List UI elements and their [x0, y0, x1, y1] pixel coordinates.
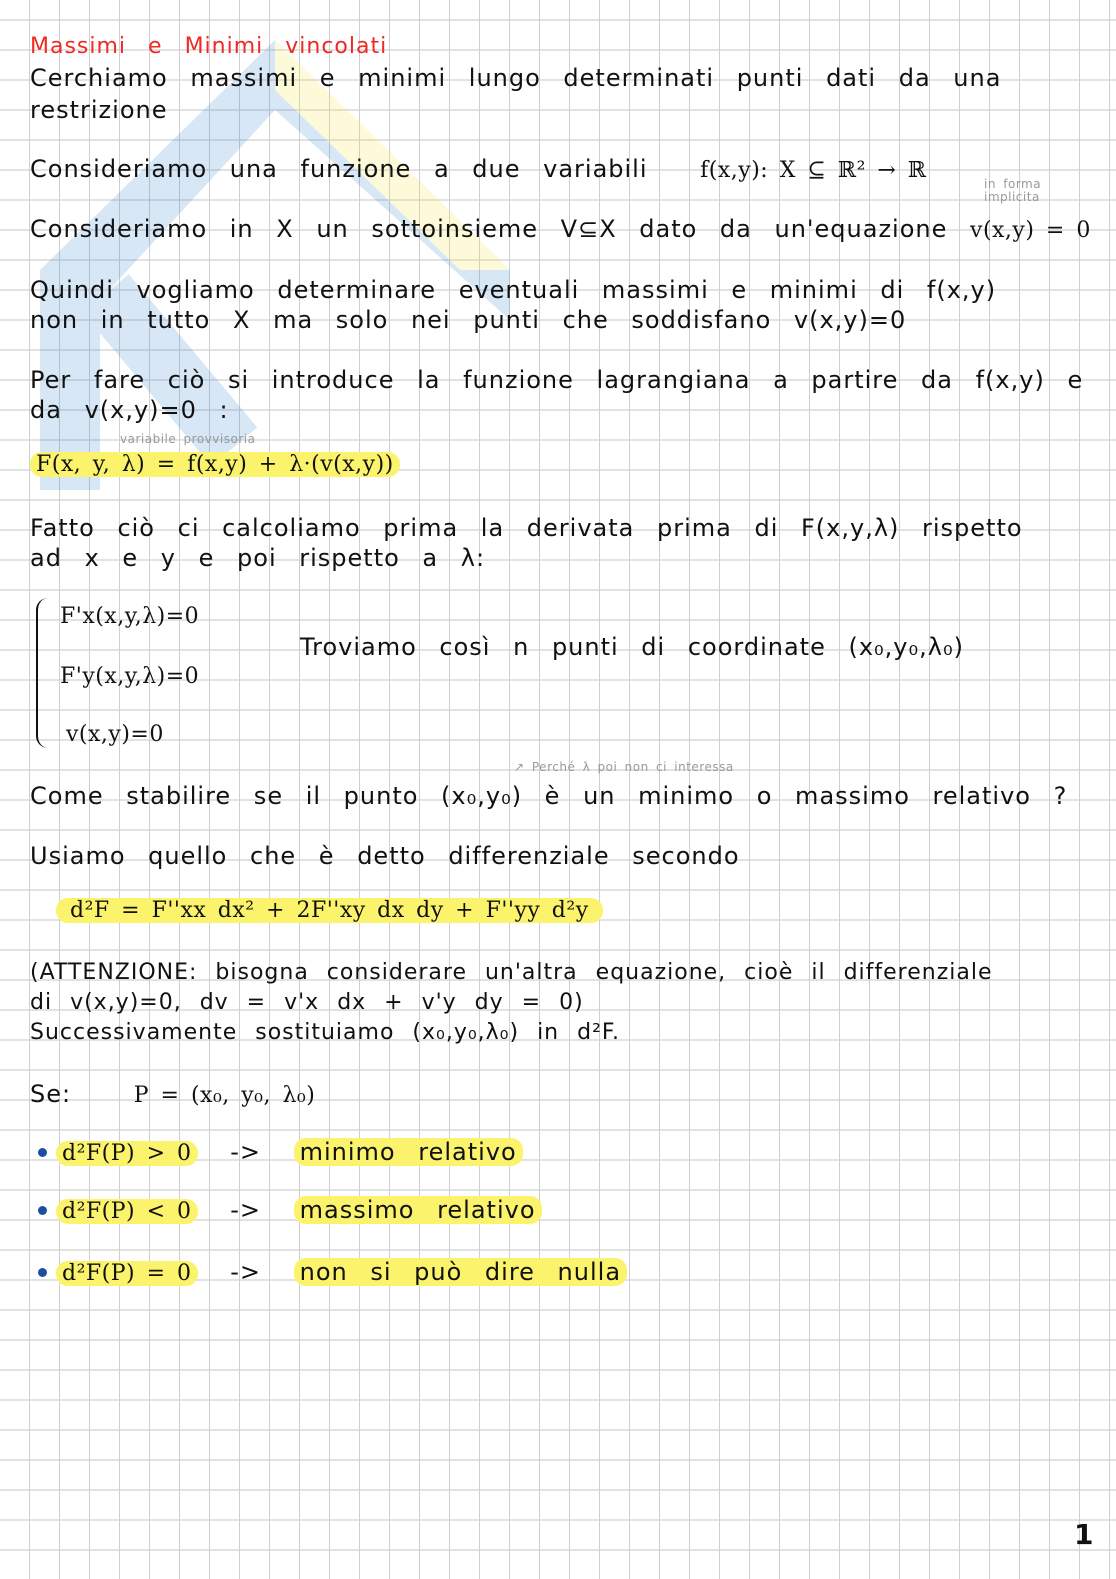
- page-title: Massimi e Minimi vincolati: [30, 34, 388, 59]
- case-result: non si può dire nulla: [294, 1258, 627, 1286]
- arrow-icon: ->: [230, 1258, 261, 1286]
- case-item: [56, 1196, 542, 1224]
- lagrangian-intro-line-2: da v(x,y)=0 :: [30, 396, 229, 424]
- case-condition: d²F(P) = 0: [56, 1261, 198, 1286]
- lagrangian-formula: [30, 452, 400, 477]
- intro-line-1: Cerchiamo massimi e minimi lungo determinati punti dati da una: [30, 64, 1002, 92]
- bullet-icon: [38, 1148, 47, 1157]
- attention-line-1: (ATTENZIONE: bisogna considerare un'altra equazione, cioè il differenziale: [30, 960, 993, 985]
- consider-subset-text: [30, 215, 1091, 243]
- goal-line-2: non in tutto X ma solo nei punti che soddisfano v(x,y)=0: [30, 306, 907, 334]
- arrow-icon: ->: [230, 1196, 261, 1224]
- provisional-variable-annotation: variabile provvisoria: [120, 432, 256, 446]
- case-result: minimo relativo: [294, 1138, 523, 1166]
- case-item: [56, 1258, 627, 1286]
- implicit-form-annotation: in forma implicita: [984, 177, 1042, 204]
- lagrangian-formula-highlight: F(x, y, λ) = f(x,y) + λ·(v(x,y)): [30, 452, 400, 477]
- case-result: massimo relativo: [294, 1196, 542, 1224]
- consider-function-text: [30, 155, 927, 183]
- consider-subset-label: Consideriamo in X un sottoinsieme V⊆X dato da un'equazione: [30, 215, 948, 243]
- constraint-formula: v(x,y) = 0: [970, 218, 1091, 243]
- second-diff-text: Usiamo quello che è detto differenziale secondo: [30, 842, 740, 870]
- cases-intro-label: Se:: [30, 1080, 72, 1108]
- lambda-annotation-text: Perché λ poi non ci interessa: [531, 760, 734, 774]
- intro-line-2: restrizione: [30, 96, 168, 124]
- derivative-intro-line-2: ad x e y e poi rispetto a λ:: [30, 544, 486, 572]
- goal-line-1: Quindi vogliamo determinare eventuali massimi e minimi di f(x,y): [30, 276, 997, 304]
- system-eq-2: F'y(x,y,λ)=0: [60, 664, 200, 689]
- bullet-icon: [38, 1206, 47, 1215]
- case-condition: d²F(P) > 0: [56, 1141, 198, 1166]
- derivative-intro-line-1: Fatto ciò ci calcoliamo prima la derivata prima di F(x,y,λ) rispetto: [30, 514, 1023, 542]
- case-item: [56, 1138, 523, 1166]
- attention-line-3: Successivamente sostituiamo (x₀,y₀,λ₀) in d²F.: [30, 1020, 621, 1045]
- page-number: 1: [1074, 1518, 1094, 1551]
- second-diff-formula: [56, 898, 603, 923]
- second-diff-formula-highlight: d²F = F''xx dx² + 2F''xy dx dy + F''yy d²y: [56, 898, 603, 923]
- system-result: Troviamo così n punti di coordinate (x₀,y₀,λ₀): [300, 633, 964, 661]
- attention-line-2: di v(x,y)=0, dv = v'x dx + v'y dy = 0): [30, 990, 584, 1015]
- lagrangian-intro-line-1: Per fare ciò si introduce la funzione lagrangiana a partire da f(x,y) e: [30, 366, 1084, 394]
- cases-intro: [30, 1080, 315, 1108]
- system-eq-3: v(x,y)=0: [66, 722, 164, 747]
- system-brace: [36, 598, 52, 748]
- lambda-annotation: ↗ Perché λ poi non ci interessa: [514, 760, 734, 774]
- arrow-icon: ->: [230, 1138, 261, 1166]
- bullet-icon: [38, 1268, 47, 1277]
- point-definition: P = (x₀, y₀, λ₀): [133, 1083, 316, 1108]
- consider-function-label: Consideriamo una funzione a due variabili: [30, 155, 648, 183]
- case-condition: d²F(P) < 0: [56, 1199, 198, 1224]
- function-domain-formula: f(x,y): X ⊆ ℝ² → ℝ: [700, 158, 927, 183]
- question-text: Come stabilire se il punto (x₀,y₀) è un minimo o massimo relativo ?: [30, 782, 1068, 810]
- system-eq-1: F'x(x,y,λ)=0: [60, 604, 200, 629]
